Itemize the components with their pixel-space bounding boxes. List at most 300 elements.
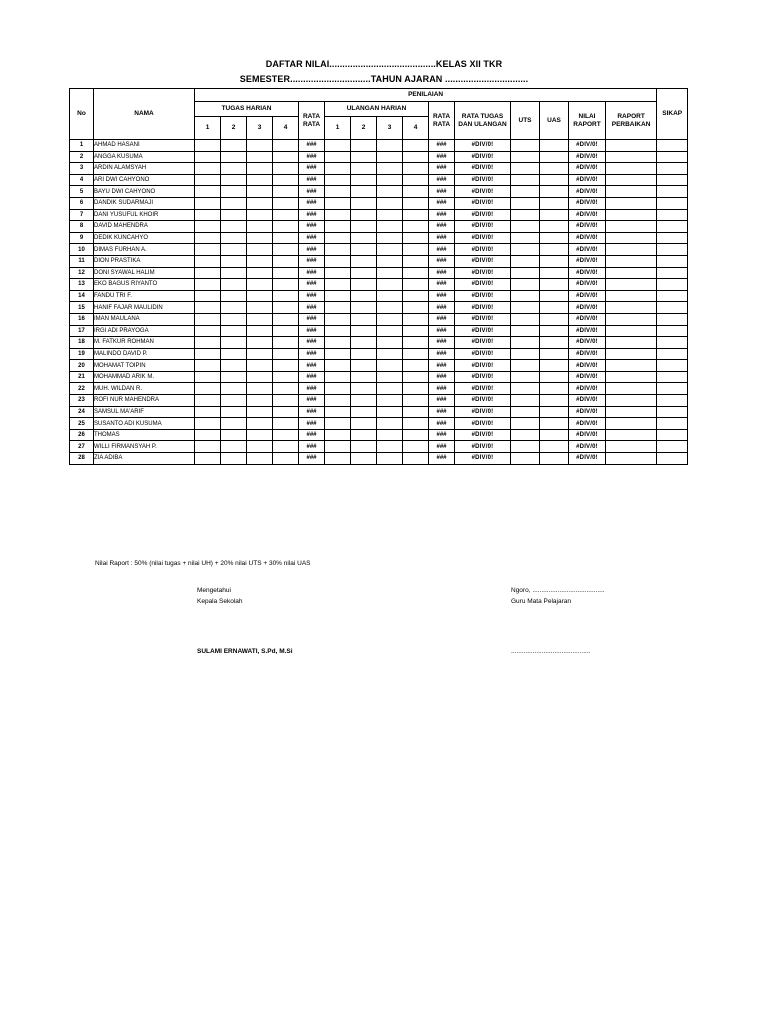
row-number[interactable]: 23	[70, 395, 94, 407]
tugas-4-cell[interactable]	[273, 360, 299, 372]
tugas-2-cell[interactable]	[221, 453, 247, 465]
student-name[interactable]: ANGGA KUSUMA	[94, 151, 195, 163]
tugas-3-cell[interactable]	[247, 174, 273, 186]
tugas-4-cell[interactable]	[273, 441, 299, 453]
raport-perbaikan-cell[interactable]	[606, 255, 657, 267]
row-number[interactable]: 7	[70, 209, 94, 221]
tugas-2-cell[interactable]	[221, 313, 247, 325]
nilai-raport-cell[interactable]: #DIV/0!	[569, 360, 606, 372]
tugas-4-cell[interactable]	[273, 302, 299, 314]
ulangan-4-cell[interactable]	[403, 267, 429, 279]
raport-perbaikan-cell[interactable]	[606, 371, 657, 383]
tugas-1-cell[interactable]	[195, 360, 221, 372]
rata-tugas-ulangan-cell[interactable]: #DIV/0!	[455, 453, 511, 465]
rata-ulangan-cell[interactable]: ###	[429, 186, 455, 198]
rata-ulangan-cell[interactable]: ###	[429, 302, 455, 314]
nilai-raport-cell[interactable]: #DIV/0!	[569, 255, 606, 267]
rata-ulangan-cell[interactable]: ###	[429, 209, 455, 221]
ulangan-1-cell[interactable]	[325, 186, 351, 198]
uas-cell[interactable]	[540, 186, 569, 198]
raport-perbaikan-cell[interactable]	[606, 313, 657, 325]
uts-cell[interactable]	[511, 163, 540, 175]
uts-cell[interactable]	[511, 302, 540, 314]
tugas-4-cell[interactable]	[273, 453, 299, 465]
tugas-3-cell[interactable]	[247, 267, 273, 279]
tugas-4-cell[interactable]	[273, 325, 299, 337]
ulangan-1-cell[interactable]	[325, 163, 351, 175]
ulangan-3-cell[interactable]	[377, 174, 403, 186]
sikap-cell[interactable]	[657, 348, 688, 360]
ulangan-4-cell[interactable]	[403, 209, 429, 221]
student-name[interactable]: M. FATKUR ROHMAN	[94, 337, 195, 349]
raport-perbaikan-cell[interactable]	[606, 395, 657, 407]
uts-cell[interactable]	[511, 151, 540, 163]
row-number[interactable]: 20	[70, 360, 94, 372]
rata-ulangan-cell[interactable]: ###	[429, 337, 455, 349]
row-number[interactable]: 21	[70, 371, 94, 383]
uas-cell[interactable]	[540, 174, 569, 186]
student-name[interactable]: DAVID MAHENDRA	[94, 221, 195, 233]
nilai-raport-cell[interactable]: #DIV/0!	[569, 302, 606, 314]
rata-tugas-ulangan-cell[interactable]: #DIV/0!	[455, 325, 511, 337]
ulangan-4-cell[interactable]	[403, 383, 429, 395]
ulangan-3-cell[interactable]	[377, 151, 403, 163]
rata-tugas-ulangan-cell[interactable]: #DIV/0!	[455, 429, 511, 441]
tugas-2-cell[interactable]	[221, 151, 247, 163]
uts-cell[interactable]	[511, 140, 540, 152]
tugas-2-cell[interactable]	[221, 186, 247, 198]
ulangan-2-cell[interactable]	[351, 163, 377, 175]
ulangan-4-cell[interactable]	[403, 302, 429, 314]
row-number[interactable]: 17	[70, 325, 94, 337]
tugas-2-cell[interactable]	[221, 244, 247, 256]
ulangan-2-cell[interactable]	[351, 174, 377, 186]
tugas-3-cell[interactable]	[247, 232, 273, 244]
student-name[interactable]: HANIF FAJAR MAULIDIN	[94, 302, 195, 314]
ulangan-2-cell[interactable]	[351, 441, 377, 453]
tugas-2-cell[interactable]	[221, 395, 247, 407]
ulangan-3-cell[interactable]	[377, 325, 403, 337]
row-number[interactable]: 8	[70, 221, 94, 233]
tugas-1-cell[interactable]	[195, 279, 221, 291]
tugas-1-cell[interactable]	[195, 441, 221, 453]
ulangan-1-cell[interactable]	[325, 232, 351, 244]
raport-perbaikan-cell[interactable]	[606, 140, 657, 152]
raport-perbaikan-cell[interactable]	[606, 163, 657, 175]
nilai-raport-cell[interactable]: #DIV/0!	[569, 441, 606, 453]
nilai-raport-cell[interactable]: #DIV/0!	[569, 406, 606, 418]
rata-tugas-ulangan-cell[interactable]: #DIV/0!	[455, 441, 511, 453]
row-number[interactable]: 13	[70, 279, 94, 291]
uts-cell[interactable]	[511, 290, 540, 302]
ulangan-4-cell[interactable]	[403, 395, 429, 407]
tugas-1-cell[interactable]	[195, 337, 221, 349]
tugas-3-cell[interactable]	[247, 360, 273, 372]
ulangan-3-cell[interactable]	[377, 360, 403, 372]
uts-cell[interactable]	[511, 418, 540, 430]
uts-cell[interactable]	[511, 429, 540, 441]
uas-cell[interactable]	[540, 371, 569, 383]
tugas-1-cell[interactable]	[195, 406, 221, 418]
ulangan-2-cell[interactable]	[351, 186, 377, 198]
uts-cell[interactable]	[511, 221, 540, 233]
uas-cell[interactable]	[540, 325, 569, 337]
ulangan-1-cell[interactable]	[325, 371, 351, 383]
row-number[interactable]: 24	[70, 406, 94, 418]
uts-cell[interactable]	[511, 186, 540, 198]
tugas-2-cell[interactable]	[221, 418, 247, 430]
nilai-raport-cell[interactable]: #DIV/0!	[569, 348, 606, 360]
tugas-4-cell[interactable]	[273, 267, 299, 279]
ulangan-4-cell[interactable]	[403, 174, 429, 186]
uts-cell[interactable]	[511, 325, 540, 337]
rata-tugas-cell[interactable]: ###	[299, 337, 325, 349]
nilai-raport-cell[interactable]: #DIV/0!	[569, 371, 606, 383]
uts-cell[interactable]	[511, 244, 540, 256]
uas-cell[interactable]	[540, 453, 569, 465]
ulangan-3-cell[interactable]	[377, 302, 403, 314]
tugas-1-cell[interactable]	[195, 313, 221, 325]
tugas-3-cell[interactable]	[247, 348, 273, 360]
uts-cell[interactable]	[511, 360, 540, 372]
tugas-2-cell[interactable]	[221, 174, 247, 186]
ulangan-3-cell[interactable]	[377, 279, 403, 291]
row-number[interactable]: 6	[70, 197, 94, 209]
ulangan-4-cell[interactable]	[403, 163, 429, 175]
row-number[interactable]: 26	[70, 429, 94, 441]
ulangan-1-cell[interactable]	[325, 337, 351, 349]
rata-tugas-cell[interactable]: ###	[299, 395, 325, 407]
tugas-1-cell[interactable]	[195, 290, 221, 302]
rata-ulangan-cell[interactable]: ###	[429, 371, 455, 383]
rata-tugas-cell[interactable]: ###	[299, 174, 325, 186]
nilai-raport-cell[interactable]: #DIV/0!	[569, 267, 606, 279]
tugas-3-cell[interactable]	[247, 406, 273, 418]
rata-tugas-ulangan-cell[interactable]: #DIV/0!	[455, 255, 511, 267]
ulangan-3-cell[interactable]	[377, 383, 403, 395]
ulangan-3-cell[interactable]	[377, 186, 403, 198]
uas-cell[interactable]	[540, 279, 569, 291]
uas-cell[interactable]	[540, 418, 569, 430]
sikap-cell[interactable]	[657, 418, 688, 430]
uas-cell[interactable]	[540, 197, 569, 209]
row-number[interactable]: 11	[70, 255, 94, 267]
rata-tugas-ulangan-cell[interactable]: #DIV/0!	[455, 221, 511, 233]
uts-cell[interactable]	[511, 255, 540, 267]
rata-tugas-cell[interactable]: ###	[299, 360, 325, 372]
sikap-cell[interactable]	[657, 140, 688, 152]
raport-perbaikan-cell[interactable]	[606, 197, 657, 209]
raport-perbaikan-cell[interactable]	[606, 244, 657, 256]
ulangan-3-cell[interactable]	[377, 163, 403, 175]
uts-cell[interactable]	[511, 209, 540, 221]
tugas-4-cell[interactable]	[273, 371, 299, 383]
student-name[interactable]: BAYU DWI CAHYONO	[94, 186, 195, 198]
rata-ulangan-cell[interactable]: ###	[429, 221, 455, 233]
nilai-raport-cell[interactable]: #DIV/0!	[569, 453, 606, 465]
tugas-1-cell[interactable]	[195, 163, 221, 175]
tugas-1-cell[interactable]	[195, 186, 221, 198]
tugas-1-cell[interactable]	[195, 418, 221, 430]
ulangan-3-cell[interactable]	[377, 441, 403, 453]
uas-cell[interactable]	[540, 441, 569, 453]
ulangan-4-cell[interactable]	[403, 453, 429, 465]
sikap-cell[interactable]	[657, 221, 688, 233]
rata-tugas-cell[interactable]: ###	[299, 186, 325, 198]
tugas-3-cell[interactable]	[247, 313, 273, 325]
ulangan-4-cell[interactable]	[403, 313, 429, 325]
uas-cell[interactable]	[540, 221, 569, 233]
student-name[interactable]: MOHAMAT TOIPIN	[94, 360, 195, 372]
sikap-cell[interactable]	[657, 337, 688, 349]
tugas-1-cell[interactable]	[195, 429, 221, 441]
raport-perbaikan-cell[interactable]	[606, 290, 657, 302]
row-number[interactable]: 25	[70, 418, 94, 430]
raport-perbaikan-cell[interactable]	[606, 418, 657, 430]
ulangan-2-cell[interactable]	[351, 383, 377, 395]
ulangan-2-cell[interactable]	[351, 279, 377, 291]
sikap-cell[interactable]	[657, 453, 688, 465]
sikap-cell[interactable]	[657, 360, 688, 372]
ulangan-4-cell[interactable]	[403, 418, 429, 430]
uts-cell[interactable]	[511, 348, 540, 360]
tugas-3-cell[interactable]	[247, 186, 273, 198]
ulangan-4-cell[interactable]	[403, 186, 429, 198]
tugas-4-cell[interactable]	[273, 313, 299, 325]
student-name[interactable]: MOHAMMAD ARIK M.	[94, 371, 195, 383]
nilai-raport-cell[interactable]: #DIV/0!	[569, 174, 606, 186]
ulangan-2-cell[interactable]	[351, 209, 377, 221]
uts-cell[interactable]	[511, 406, 540, 418]
row-number[interactable]: 15	[70, 302, 94, 314]
row-number[interactable]: 10	[70, 244, 94, 256]
tugas-1-cell[interactable]	[195, 302, 221, 314]
rata-ulangan-cell[interactable]: ###	[429, 418, 455, 430]
ulangan-3-cell[interactable]	[377, 371, 403, 383]
ulangan-2-cell[interactable]	[351, 453, 377, 465]
uts-cell[interactable]	[511, 267, 540, 279]
tugas-3-cell[interactable]	[247, 395, 273, 407]
sikap-cell[interactable]	[657, 395, 688, 407]
rata-tugas-cell[interactable]: ###	[299, 255, 325, 267]
rata-ulangan-cell[interactable]: ###	[429, 290, 455, 302]
tugas-1-cell[interactable]	[195, 151, 221, 163]
ulangan-3-cell[interactable]	[377, 429, 403, 441]
rata-tugas-cell[interactable]: ###	[299, 197, 325, 209]
student-name[interactable]: MALINDO DAVID P.	[94, 348, 195, 360]
sikap-cell[interactable]	[657, 279, 688, 291]
tugas-4-cell[interactable]	[273, 337, 299, 349]
rata-ulangan-cell[interactable]: ###	[429, 151, 455, 163]
sikap-cell[interactable]	[657, 232, 688, 244]
uas-cell[interactable]	[540, 151, 569, 163]
student-name[interactable]: ARDIN ALAMSYAH	[94, 163, 195, 175]
ulangan-2-cell[interactable]	[351, 337, 377, 349]
tugas-4-cell[interactable]	[273, 221, 299, 233]
tugas-1-cell[interactable]	[195, 255, 221, 267]
raport-perbaikan-cell[interactable]	[606, 383, 657, 395]
rata-ulangan-cell[interactable]: ###	[429, 197, 455, 209]
tugas-3-cell[interactable]	[247, 151, 273, 163]
nilai-raport-cell[interactable]: #DIV/0!	[569, 395, 606, 407]
ulangan-2-cell[interactable]	[351, 255, 377, 267]
tugas-3-cell[interactable]	[247, 429, 273, 441]
tugas-1-cell[interactable]	[195, 453, 221, 465]
rata-tugas-cell[interactable]: ###	[299, 163, 325, 175]
ulangan-3-cell[interactable]	[377, 232, 403, 244]
ulangan-3-cell[interactable]	[377, 197, 403, 209]
tugas-3-cell[interactable]	[247, 209, 273, 221]
uas-cell[interactable]	[540, 395, 569, 407]
tugas-2-cell[interactable]	[221, 302, 247, 314]
uas-cell[interactable]	[540, 302, 569, 314]
tugas-3-cell[interactable]	[247, 197, 273, 209]
nilai-raport-cell[interactable]: #DIV/0!	[569, 244, 606, 256]
ulangan-1-cell[interactable]	[325, 140, 351, 152]
rata-tugas-cell[interactable]: ###	[299, 313, 325, 325]
tugas-4-cell[interactable]	[273, 395, 299, 407]
ulangan-1-cell[interactable]	[325, 174, 351, 186]
ulangan-2-cell[interactable]	[351, 313, 377, 325]
ulangan-4-cell[interactable]	[403, 337, 429, 349]
tugas-2-cell[interactable]	[221, 337, 247, 349]
tugas-3-cell[interactable]	[247, 325, 273, 337]
row-number[interactable]: 27	[70, 441, 94, 453]
rata-tugas-cell[interactable]: ###	[299, 279, 325, 291]
tugas-2-cell[interactable]	[221, 163, 247, 175]
ulangan-1-cell[interactable]	[325, 302, 351, 314]
tugas-2-cell[interactable]	[221, 197, 247, 209]
tugas-4-cell[interactable]	[273, 232, 299, 244]
nilai-raport-cell[interactable]: #DIV/0!	[569, 429, 606, 441]
ulangan-1-cell[interactable]	[325, 406, 351, 418]
ulangan-1-cell[interactable]	[325, 279, 351, 291]
tugas-2-cell[interactable]	[221, 406, 247, 418]
tugas-4-cell[interactable]	[273, 255, 299, 267]
ulangan-3-cell[interactable]	[377, 406, 403, 418]
student-name[interactable]: WILLI FIRMANSYAH P.	[94, 441, 195, 453]
rata-ulangan-cell[interactable]: ###	[429, 395, 455, 407]
row-number[interactable]: 19	[70, 348, 94, 360]
student-name[interactable]: THOMAS	[94, 429, 195, 441]
raport-perbaikan-cell[interactable]	[606, 360, 657, 372]
tugas-1-cell[interactable]	[195, 325, 221, 337]
tugas-2-cell[interactable]	[221, 140, 247, 152]
tugas-1-cell[interactable]	[195, 221, 221, 233]
rata-tugas-cell[interactable]: ###	[299, 429, 325, 441]
tugas-4-cell[interactable]	[273, 197, 299, 209]
tugas-4-cell[interactable]	[273, 290, 299, 302]
nilai-raport-cell[interactable]: #DIV/0!	[569, 232, 606, 244]
tugas-4-cell[interactable]	[273, 383, 299, 395]
ulangan-4-cell[interactable]	[403, 441, 429, 453]
sikap-cell[interactable]	[657, 174, 688, 186]
raport-perbaikan-cell[interactable]	[606, 348, 657, 360]
rata-tugas-ulangan-cell[interactable]: #DIV/0!	[455, 406, 511, 418]
rata-tugas-ulangan-cell[interactable]: #DIV/0!	[455, 140, 511, 152]
rata-ulangan-cell[interactable]: ###	[429, 244, 455, 256]
student-name[interactable]: IRGI ADI PRAYOGA	[94, 325, 195, 337]
tugas-4-cell[interactable]	[273, 244, 299, 256]
rata-tugas-ulangan-cell[interactable]: #DIV/0!	[455, 197, 511, 209]
rata-tugas-cell[interactable]: ###	[299, 441, 325, 453]
ulangan-4-cell[interactable]	[403, 371, 429, 383]
tugas-3-cell[interactable]	[247, 337, 273, 349]
raport-perbaikan-cell[interactable]	[606, 406, 657, 418]
tugas-4-cell[interactable]	[273, 186, 299, 198]
tugas-4-cell[interactable]	[273, 209, 299, 221]
rata-tugas-ulangan-cell[interactable]: #DIV/0!	[455, 267, 511, 279]
student-name[interactable]: DANI YUSUFUL KHOIR	[94, 209, 195, 221]
nilai-raport-cell[interactable]: #DIV/0!	[569, 163, 606, 175]
tugas-3-cell[interactable]	[247, 255, 273, 267]
uts-cell[interactable]	[511, 383, 540, 395]
tugas-1-cell[interactable]	[195, 174, 221, 186]
tugas-4-cell[interactable]	[273, 418, 299, 430]
row-number[interactable]: 2	[70, 151, 94, 163]
rata-tugas-ulangan-cell[interactable]: #DIV/0!	[455, 279, 511, 291]
uas-cell[interactable]	[540, 267, 569, 279]
tugas-1-cell[interactable]	[195, 209, 221, 221]
ulangan-3-cell[interactable]	[377, 255, 403, 267]
nilai-raport-cell[interactable]: #DIV/0!	[569, 151, 606, 163]
ulangan-2-cell[interactable]	[351, 429, 377, 441]
tugas-2-cell[interactable]	[221, 221, 247, 233]
ulangan-1-cell[interactable]	[325, 313, 351, 325]
rata-ulangan-cell[interactable]: ###	[429, 255, 455, 267]
tugas-2-cell[interactable]	[221, 209, 247, 221]
ulangan-1-cell[interactable]	[325, 441, 351, 453]
sikap-cell[interactable]	[657, 325, 688, 337]
nilai-raport-cell[interactable]: #DIV/0!	[569, 383, 606, 395]
ulangan-3-cell[interactable]	[377, 313, 403, 325]
raport-perbaikan-cell[interactable]	[606, 325, 657, 337]
rata-tugas-ulangan-cell[interactable]: #DIV/0!	[455, 186, 511, 198]
sikap-cell[interactable]	[657, 163, 688, 175]
rata-tugas-cell[interactable]: ###	[299, 453, 325, 465]
rata-tugas-ulangan-cell[interactable]: #DIV/0!	[455, 337, 511, 349]
sikap-cell[interactable]	[657, 151, 688, 163]
rata-tugas-cell[interactable]: ###	[299, 140, 325, 152]
rata-tugas-cell[interactable]: ###	[299, 325, 325, 337]
sikap-cell[interactable]	[657, 186, 688, 198]
rata-ulangan-cell[interactable]: ###	[429, 429, 455, 441]
rata-tugas-ulangan-cell[interactable]: #DIV/0!	[455, 290, 511, 302]
nilai-raport-cell[interactable]: #DIV/0!	[569, 221, 606, 233]
row-number[interactable]: 28	[70, 453, 94, 465]
tugas-3-cell[interactable]	[247, 371, 273, 383]
tugas-2-cell[interactable]	[221, 267, 247, 279]
ulangan-2-cell[interactable]	[351, 406, 377, 418]
ulangan-1-cell[interactable]	[325, 395, 351, 407]
ulangan-4-cell[interactable]	[403, 151, 429, 163]
ulangan-3-cell[interactable]	[377, 337, 403, 349]
student-name[interactable]: DONI SYAWAL HALIM	[94, 267, 195, 279]
nilai-raport-cell[interactable]: #DIV/0!	[569, 186, 606, 198]
student-name[interactable]: IMAN MAULANA	[94, 313, 195, 325]
rata-tugas-ulangan-cell[interactable]: #DIV/0!	[455, 209, 511, 221]
uas-cell[interactable]	[540, 337, 569, 349]
ulangan-3-cell[interactable]	[377, 395, 403, 407]
uas-cell[interactable]	[540, 232, 569, 244]
tugas-3-cell[interactable]	[247, 221, 273, 233]
ulangan-2-cell[interactable]	[351, 197, 377, 209]
student-name[interactable]: SAMSUL MA'ARIF	[94, 406, 195, 418]
rata-ulangan-cell[interactable]: ###	[429, 267, 455, 279]
tugas-4-cell[interactable]	[273, 140, 299, 152]
ulangan-4-cell[interactable]	[403, 140, 429, 152]
rata-ulangan-cell[interactable]: ###	[429, 441, 455, 453]
